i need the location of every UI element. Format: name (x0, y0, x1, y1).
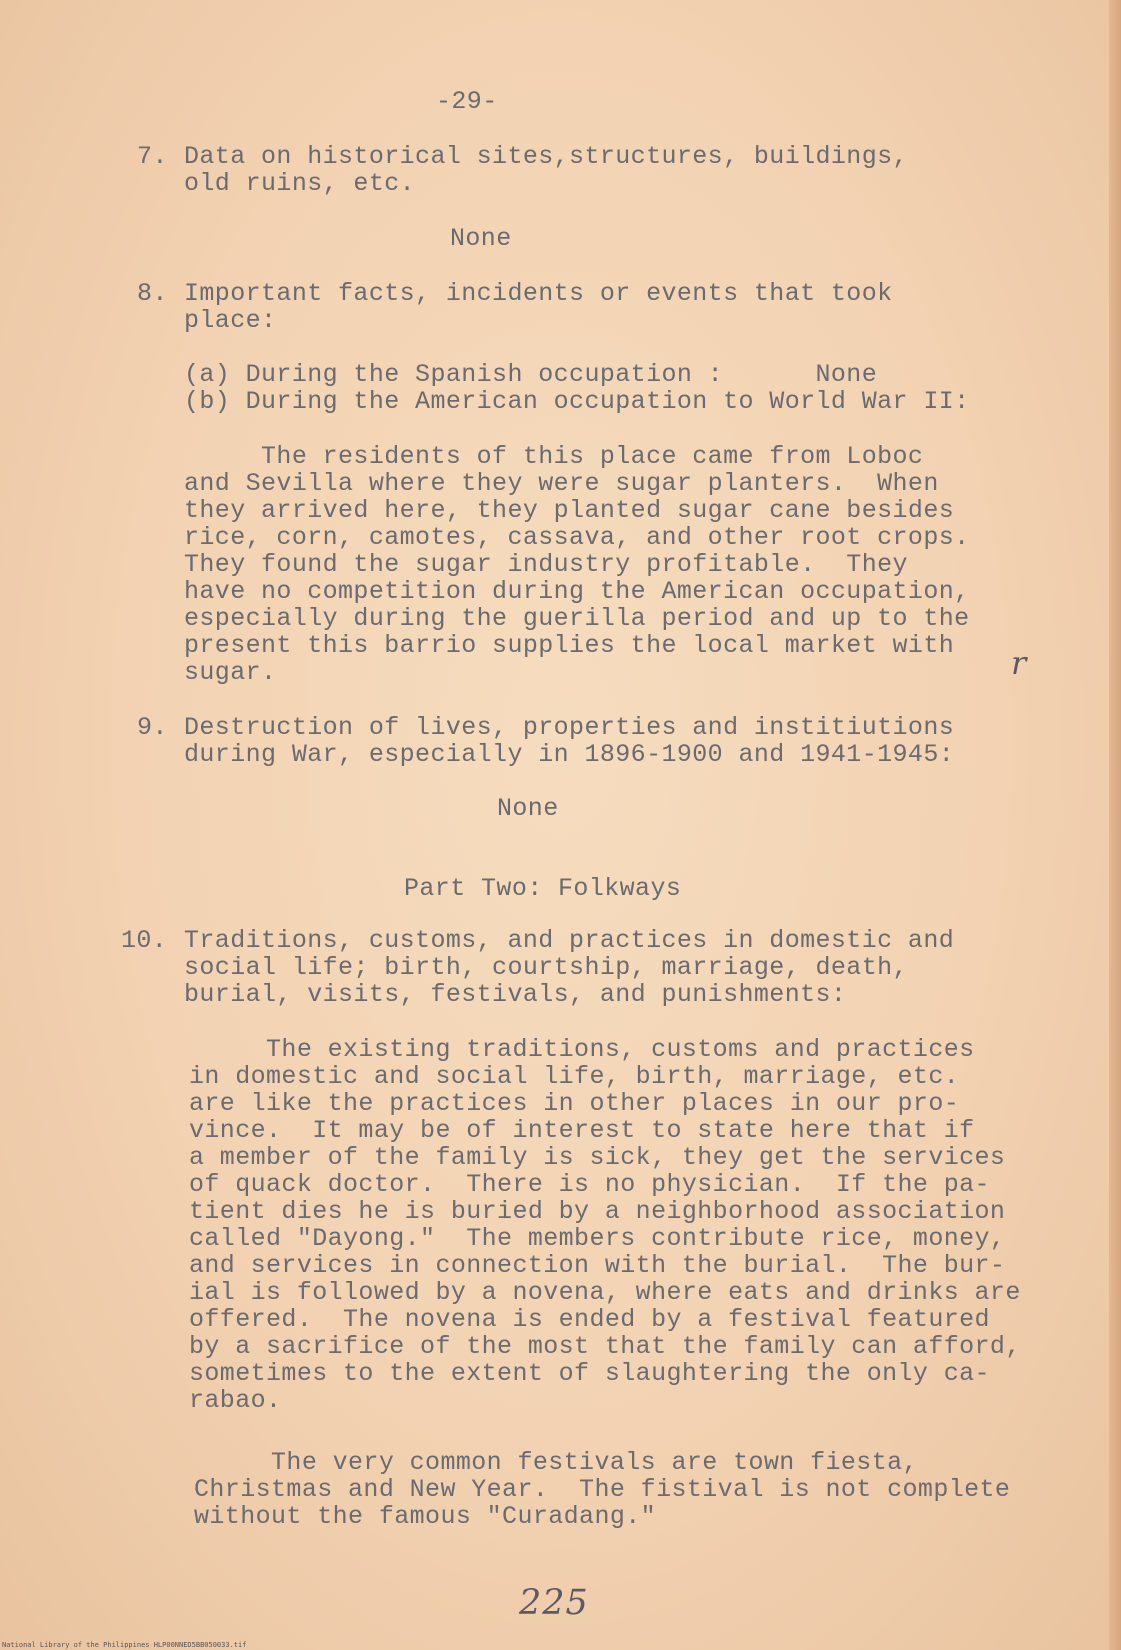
item-8-number: 8. (137, 279, 168, 308)
item-10-paragraph-1-line-7: tient dies he is buried by a neighborhood association (189, 1197, 1006, 1226)
item-10-paragraph-1-line-12: by a sacrifice of the most that the family can afford, (189, 1332, 1021, 1361)
item-7-answer: None (450, 224, 512, 253)
page-number: -29- (436, 87, 498, 116)
item-9-line-2: during War, especially in 1896-1900 and 1941-1945: (184, 740, 955, 769)
item-9-answer: None (497, 794, 559, 823)
item-10-paragraph-1-line-1: The existing traditions, customs and practices (189, 1035, 975, 1064)
item-10-paragraph-1-line-9: and services in connection with the burial. The bur- (189, 1251, 1006, 1280)
item-8-paragraph-line-1: The residents of this place came from Loboc (184, 442, 924, 471)
item-7-line-2: old ruins, etc. (184, 169, 416, 198)
item-10-paragraph-1-line-2: in domestic and social life, birth, marriage, etc. (189, 1062, 960, 1091)
item-10-line-2: social life; birth, courtship, marriage, death, (184, 953, 908, 982)
item-8-line-2: place: (184, 306, 277, 335)
item-10-paragraph-1-line-3: are like the practices in other places in our pro- (189, 1089, 960, 1118)
item-8-paragraph-line-9: sugar. (184, 658, 277, 687)
item-10-paragraph-1-line-11: offered. The novena is ended by a festival featured (189, 1305, 990, 1334)
item-10-paragraph-1-line-5: a member of the family is sick, they get the services (189, 1143, 1006, 1172)
item-10-line-1: Traditions, customs, and practices in domestic and (184, 926, 955, 955)
item-10-paragraph-1-line-8: called "Dayong." The members contribute rice, money, (189, 1224, 1006, 1253)
item-10-paragraph-2-line-3: without the famous "Curadang." (194, 1502, 657, 1531)
item-10-paragraph-1-line-13: sometimes to the extent of slaughtering the only ca- (189, 1359, 990, 1388)
section-title: Part Two: Folkways (404, 874, 682, 903)
item-10-paragraph-2-line-1: The very common festivals are town fiesta, (194, 1448, 918, 1477)
item-8-paragraph-line-4: rice, corn, camotes, cassava, and other root crops. (184, 523, 970, 552)
item-10-paragraph-1-line-4: vince. It may be of interest to state here that if (189, 1116, 975, 1145)
item-10-paragraph-1-line-6: of quack doctor. There is no physician. If the pa- (189, 1170, 990, 1199)
item-9-line-1: Destruction of lives, properties and institiutions (184, 713, 955, 742)
handwritten-folio-number: 225 (519, 1583, 589, 1623)
item-8-paragraph-line-3: they arrived here, they planted sugar cane besides (184, 496, 955, 525)
item-8-paragraph-line-2: and Sevilla where they were sugar planters. When (184, 469, 939, 498)
item-8-subitem-a: (a) During the Spanish occupation : None (184, 360, 878, 389)
item-9-number: 9. (137, 713, 168, 742)
item-10-number: 10. (121, 926, 168, 955)
page-edge-shadow (1109, 0, 1121, 1650)
item-8-paragraph-line-7: especially during the guerilla period and up to the (184, 604, 970, 633)
item-8-paragraph-line-8: present this barrio supplies the local market with (184, 631, 955, 660)
archive-footer: National Library of the Philippines HLP00NNED5BB050033.tif (2, 1641, 247, 1649)
item-8-line-1: Important facts, incidents or events that took (184, 279, 893, 308)
item-8-subitem-b: (b) During the American occupation to World War II: (184, 387, 970, 416)
item-10-paragraph-1-line-14: rabao. (189, 1386, 282, 1415)
item-8-paragraph-line-5: They found the sugar industry profitable. They (184, 550, 908, 579)
item-10-paragraph-2-line-2: Christmas and New Year. The fistival is not complete (194, 1475, 1011, 1504)
item-10-paragraph-1-line-10: ial is followed by a novena, where eats and drinks are (189, 1278, 1021, 1307)
item-7-line-1: Data on historical sites,structures, buildings, (184, 142, 908, 171)
handwritten-margin-mark: r (1011, 644, 1027, 682)
item-7-number: 7. (137, 142, 168, 171)
item-10-line-3: burial, visits, festivals, and punishments: (184, 980, 847, 1009)
item-8-paragraph-line-6: have no competition during the American occupation, (184, 577, 970, 606)
